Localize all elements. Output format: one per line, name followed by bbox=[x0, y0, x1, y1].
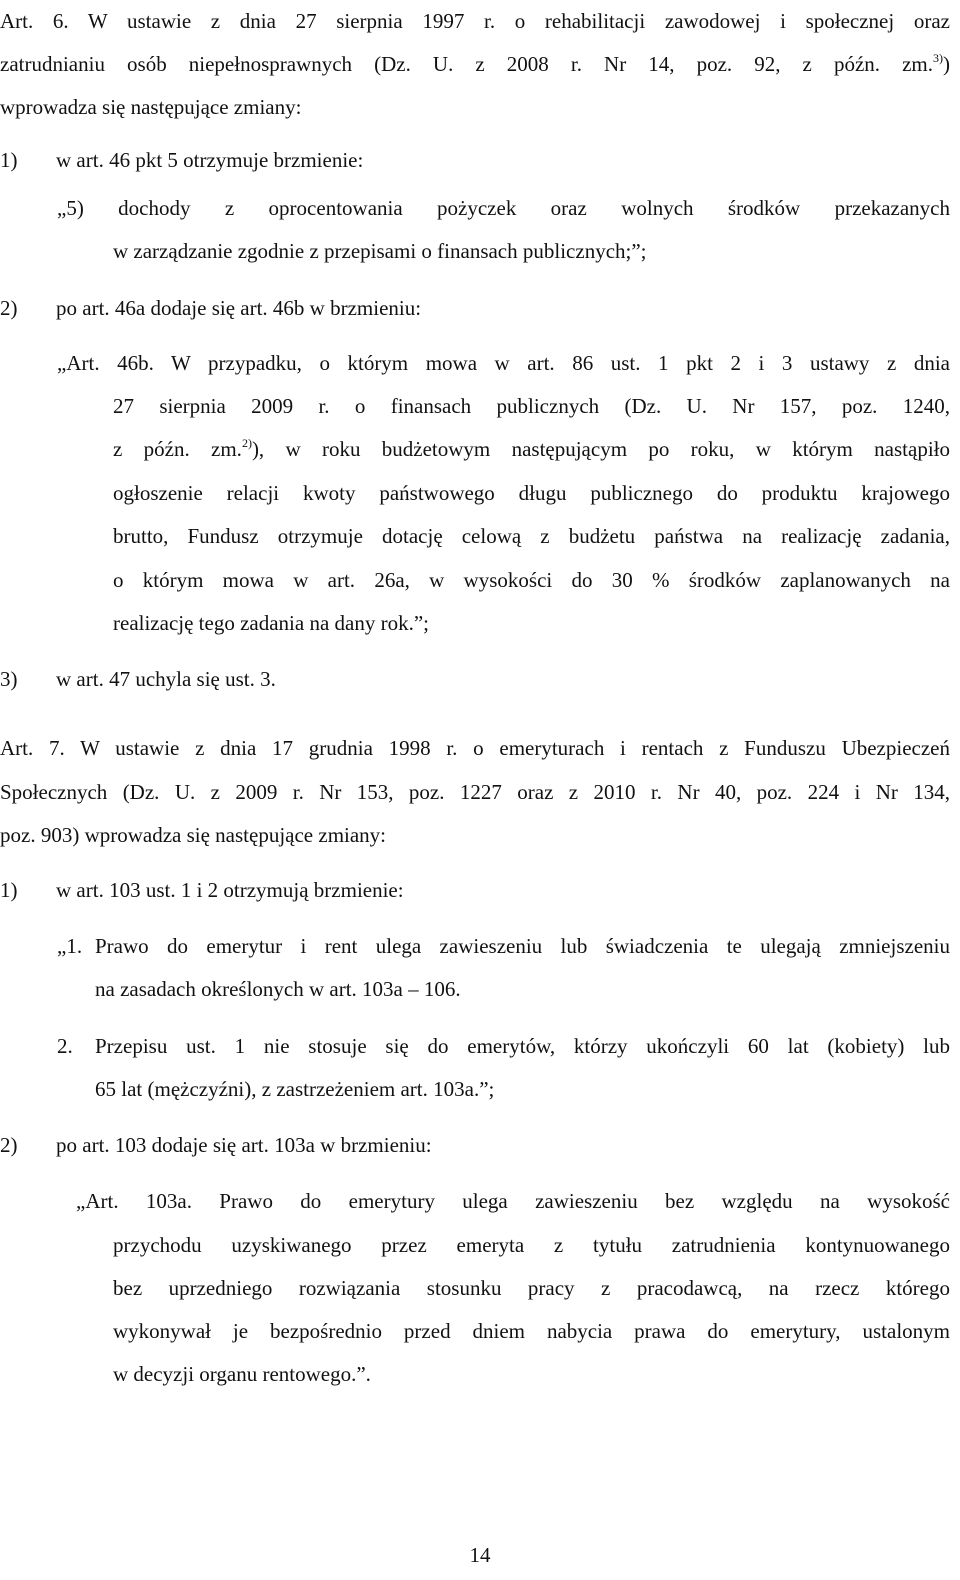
art6-item2-quote-line6 bbox=[113, 559, 950, 602]
art7-item2-text: po art. 103 dodaje się art. 103a w brzmieniu: bbox=[56, 1133, 432, 1157]
quote-text: ogłoszenie relacji kwoty państwowego długu publicznego do produktu krajowego bbox=[113, 481, 950, 505]
art6-item1-number: 1) bbox=[0, 148, 18, 172]
quote-text: przychodu uzyskiwanego przez emeryta z tytułu zatrudnienia kontynuowanego bbox=[113, 1233, 950, 1257]
art7-item1-sub1-line2 bbox=[95, 968, 950, 1011]
quote-text: bez uprzedniego rozwiązania stosunku pracy z pracodawcą, na rzecz którego bbox=[113, 1276, 950, 1300]
quote-text: realizację tego zadania na dany rok.”; bbox=[113, 611, 429, 635]
art7-item2-quote-line2 bbox=[113, 1224, 950, 1267]
art7-item1-sub2-line1 bbox=[57, 1025, 950, 1068]
quote-text: brutto, Fundusz otrzymuje dotację celową z budżetu państwa na realizację zadania, bbox=[113, 524, 950, 548]
art7-line2: Społecznych (Dz. U. z 2009 r. Nr 153, poz. 1227 oraz z 2010 r. Nr 40, poz. 224 i Nr 134, bbox=[0, 780, 950, 804]
art7-item1-text: w art. 103 ust. 1 i 2 otrzymują brzmienie: bbox=[56, 878, 404, 902]
footnote-ref-2: 2) bbox=[241, 436, 252, 450]
art7-item2 bbox=[0, 1124, 950, 1167]
quote-text: Prawo do emerytur i rent ulega zawieszeniu lub świadczenia te ulegają zmniejszeniu bbox=[95, 934, 950, 958]
art6-item2-quote-line7 bbox=[113, 602, 950, 645]
art6-paragraph-line2 bbox=[0, 43, 950, 86]
art7-paragraph-line3 bbox=[0, 814, 950, 857]
art7-paragraph-line1 bbox=[0, 727, 950, 770]
art7-item1-number: 1) bbox=[0, 878, 18, 902]
art7-paragraph-line2 bbox=[0, 771, 950, 814]
sub-item-number: „1. bbox=[57, 934, 83, 958]
quote-text: Przepisu ust. 1 nie stosuje się do emerytów, którzy ukończyli 60 lat (kobiety) lub bbox=[95, 1034, 950, 1058]
art7-item2-quote-line4 bbox=[113, 1310, 950, 1353]
art6-item2-quote-line3 bbox=[113, 428, 950, 471]
art6-item3 bbox=[0, 658, 950, 701]
art6-line3: wprowadza się następujące zmiany: bbox=[0, 95, 302, 119]
art7-item1-sub1-line1 bbox=[57, 925, 950, 968]
quote-text: w decyzji organu rentowego.”. bbox=[113, 1362, 371, 1386]
quote-text: w zarządzanie zgodnie z przepisami o finansach publicznych;”; bbox=[113, 239, 647, 263]
art6-item2-quote-line2 bbox=[113, 385, 950, 428]
quote-text: wykonywał je bezpośrednio przed dniem nabycia prawa do emerytury, ustalonym bbox=[113, 1319, 950, 1343]
quote-text: „Art. 103a. Prawo do emerytury ulega zawieszeniu bez względu na wysokość bbox=[76, 1189, 950, 1213]
quote-text: ), w roku budżetowym następującym po roku, w którym nastąpiło bbox=[251, 437, 951, 461]
art7-item2-quote-line1 bbox=[76, 1180, 950, 1223]
art6-item1 bbox=[0, 139, 950, 182]
art6-item2-number: 2) bbox=[0, 296, 18, 320]
art6-item2-quote-line4 bbox=[113, 472, 950, 515]
quote-text: 27 sierpnia 2009 r. o finansach publicznych (Dz. U. Nr 157, poz. 1240, bbox=[113, 394, 950, 418]
art6-item2-quote-line1 bbox=[57, 342, 950, 385]
art6-item2-text: po art. 46a dodaje się art. 46b w brzmieniu: bbox=[56, 296, 422, 320]
art6-item1-quote-line1 bbox=[57, 187, 950, 230]
art6-line2-close: ) bbox=[943, 52, 950, 76]
art6-paragraph-line3 bbox=[0, 86, 950, 129]
sub-item-number: 2. bbox=[57, 1034, 73, 1058]
art6-item2 bbox=[0, 287, 950, 330]
quote-text: „5) dochody z oprocentowania pożyczek oraz wolnych środków przekazanych bbox=[57, 196, 950, 220]
art6-item3-number: 3) bbox=[0, 667, 18, 691]
art7-line3: poz. 903) wprowadza się następujące zmiany: bbox=[0, 823, 387, 847]
page-number: 14 bbox=[469, 1543, 491, 1567]
footnote-ref-3: 3) bbox=[933, 51, 943, 65]
quote-text: na zasadach określonych w art. 103a – 106. bbox=[95, 977, 461, 1001]
quote-text: z późn. zm. bbox=[113, 437, 242, 461]
quote-text: 65 lat (mężczyźni), z zastrzeżeniem art. 103a.”; bbox=[95, 1077, 495, 1101]
quote-text: o którym mowa w art. 26a, w wysokości do 30 % środków zaplanowanych na bbox=[113, 568, 950, 592]
art6-item3-text: w art. 47 uchyla się ust. 3. bbox=[56, 667, 276, 691]
art7-item2-quote-line5 bbox=[113, 1353, 950, 1396]
art6-line2-text: zatrudnianiu osób niepełnosprawnych (Dz. U. z 2008 r. Nr 14, poz. 92, z późn. zm. bbox=[0, 52, 933, 76]
art6-paragraph-line1 bbox=[0, 0, 950, 43]
art7-item2-quote-line3 bbox=[113, 1267, 950, 1310]
art6-item1-text: w art. 46 pkt 5 otrzymuje brzmienie: bbox=[56, 148, 364, 172]
art6-item1-quote-line2 bbox=[113, 230, 950, 273]
art7-item1 bbox=[0, 869, 950, 912]
quote-text: „Art. 46b. W przypadku, o którym mowa w art. 86 ust. 1 pkt 2 i 3 ustawy z dnia bbox=[57, 351, 950, 375]
art6-line1: Art. 6. W ustawie z dnia 27 sierpnia 1997 r. o rehabilitacji zawodowej i społecznej oraz bbox=[0, 9, 950, 33]
art6-item2-quote-line5 bbox=[113, 515, 950, 558]
art7-item2-number: 2) bbox=[0, 1133, 18, 1157]
art7-line1: Art. 7. W ustawie z dnia 17 grudnia 1998 r. o emeryturach i rentach z Funduszu Ubezpieczeń bbox=[0, 736, 950, 760]
art7-item1-sub2-line2 bbox=[95, 1068, 950, 1111]
